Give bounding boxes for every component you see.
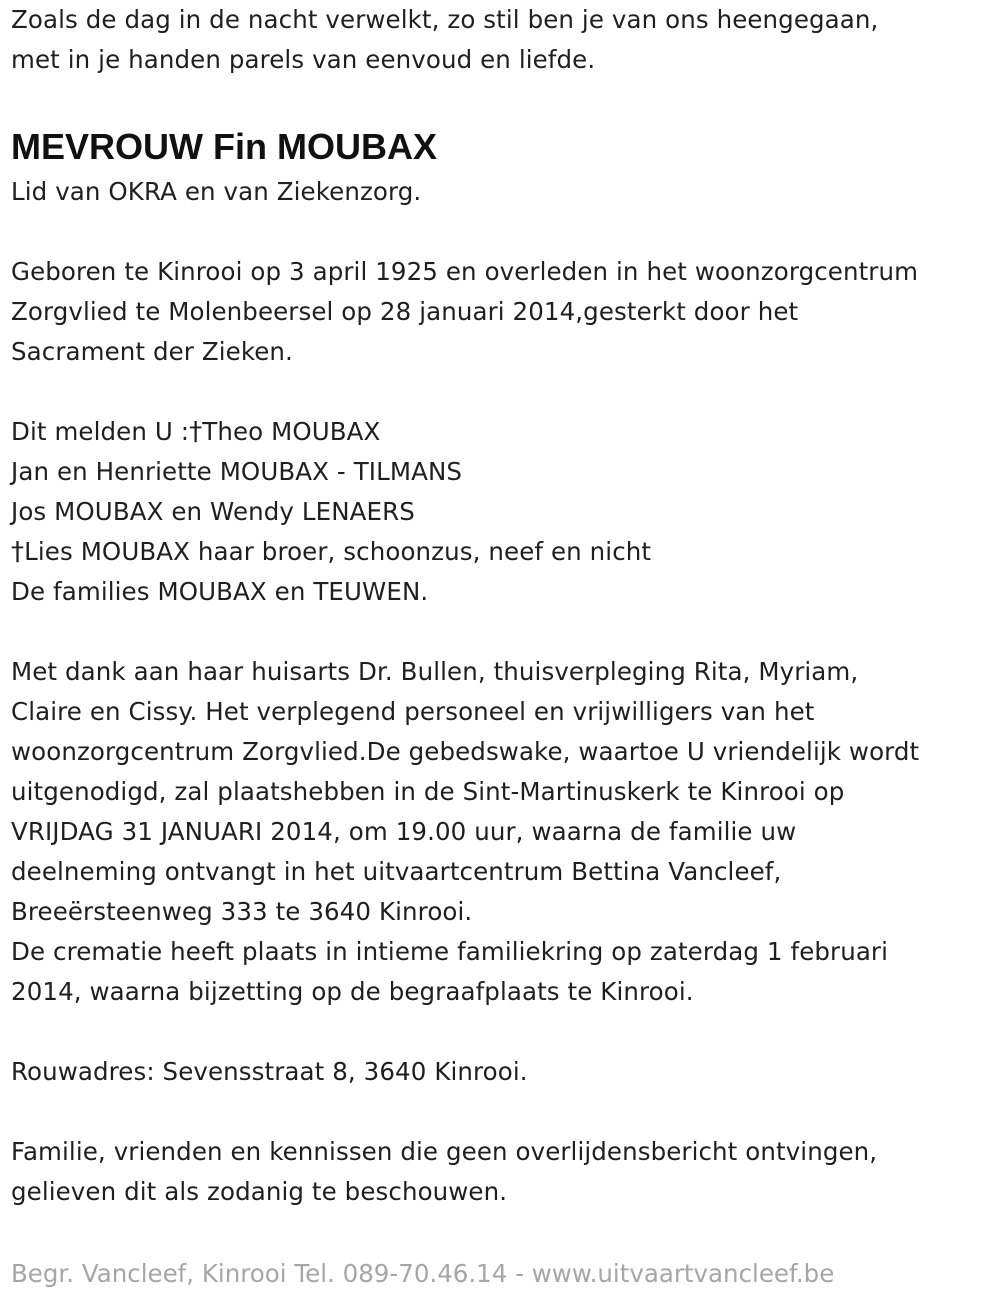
paragraph-line: Breeërsteenweg 333 te 3640 Kinrooi. — [11, 897, 473, 926]
membership-text: Lid van OKRA en van Ziekenzorg. — [11, 177, 422, 206]
announcers-list — [11, 412, 991, 612]
paragraph-line: De crematie heeft plaats in intieme familiekring op zaterdag 1 februari — [11, 937, 889, 966]
announcer-line: Jan en Henriette MOUBAX - TILMANS — [11, 457, 463, 486]
poem-line: met in je handen parels van eenvoud en liefde. — [11, 45, 596, 74]
announcer-intro: Dit melden U : — [11, 417, 190, 446]
paragraph-line: VRIJDAG 31 JANUARI 2014, om 19.00 uur, waarna de familie uw — [11, 817, 797, 846]
paragraph-line: Familie, vrienden en kennissen die geen overlijdensbericht ontvingen, — [11, 1137, 878, 1166]
cross-icon: † — [11, 537, 25, 567]
announcer-line: Jos MOUBAX en Wendy LENAERS — [11, 497, 415, 526]
paragraph-line: Zorgvlied te Molenbeersel op 28 januari 2014,gesterkt door het — [11, 297, 799, 326]
mourning-address: Rouwadres: Sevensstraat 8, 3640 Kinrooi. — [11, 1057, 528, 1086]
undertaker-footer: Begr. Vancleef, Kinrooi Tel. 089-70.46.14 - www.uitvaartvancleef.be — [11, 1259, 835, 1288]
paragraph-line: Met dank aan haar huisarts Dr. Bullen, thuisverpleging Rita, Myriam, — [11, 657, 859, 686]
paragraph-line: Sacrament der Zieken. — [11, 337, 293, 366]
deceased-name: MEVROUW Fin MOUBAX — [11, 126, 437, 167]
paragraph-line: uitgenodigd, zal plaatshebben in de Sint-Martinuskerk te Kinrooi op — [11, 777, 845, 806]
death-notice — [11, 0, 991, 1212]
paragraph-line: deelneming ontvangt in het uitvaartcentrum Bettina Vancleef, — [11, 857, 782, 886]
poem-line: Zoals de dag in de nacht verwelkt, zo stil ben je van ons heengegaan, — [11, 5, 879, 34]
paragraph-line: 2014, waarna bijzetting op de begraafplaats te Kinrooi. — [11, 977, 694, 1006]
cross-icon: † — [189, 417, 203, 447]
poem — [11, 0, 991, 80]
announcer-line — [11, 412, 991, 452]
announcer-name: Theo MOUBAX — [202, 417, 381, 446]
paragraph-line: gelieven dit als zodanig te beschouwen. — [11, 1177, 508, 1206]
announcer-name: Lies MOUBAX haar broer, schoonzus, neef en nicht — [24, 537, 652, 566]
paragraph-line: woonzorgcentrum Zorgvlied.De gebedswake, waartoe U vriendelijk wordt — [11, 737, 920, 766]
paragraph-line: Claire en Cissy. Het verplegend personeel en vrijwilligers van het — [11, 697, 815, 726]
thanks-paragraph — [11, 652, 991, 1012]
announcer-line: De families MOUBAX en TEUWEN. — [11, 577, 429, 606]
closing-paragraph — [11, 1132, 991, 1212]
birth-death-paragraph — [11, 252, 991, 372]
announcer-line — [11, 532, 991, 572]
paragraph-line: Geboren te Kinrooi op 3 april 1925 en overleden in het woonzorgcentrum — [11, 257, 919, 286]
